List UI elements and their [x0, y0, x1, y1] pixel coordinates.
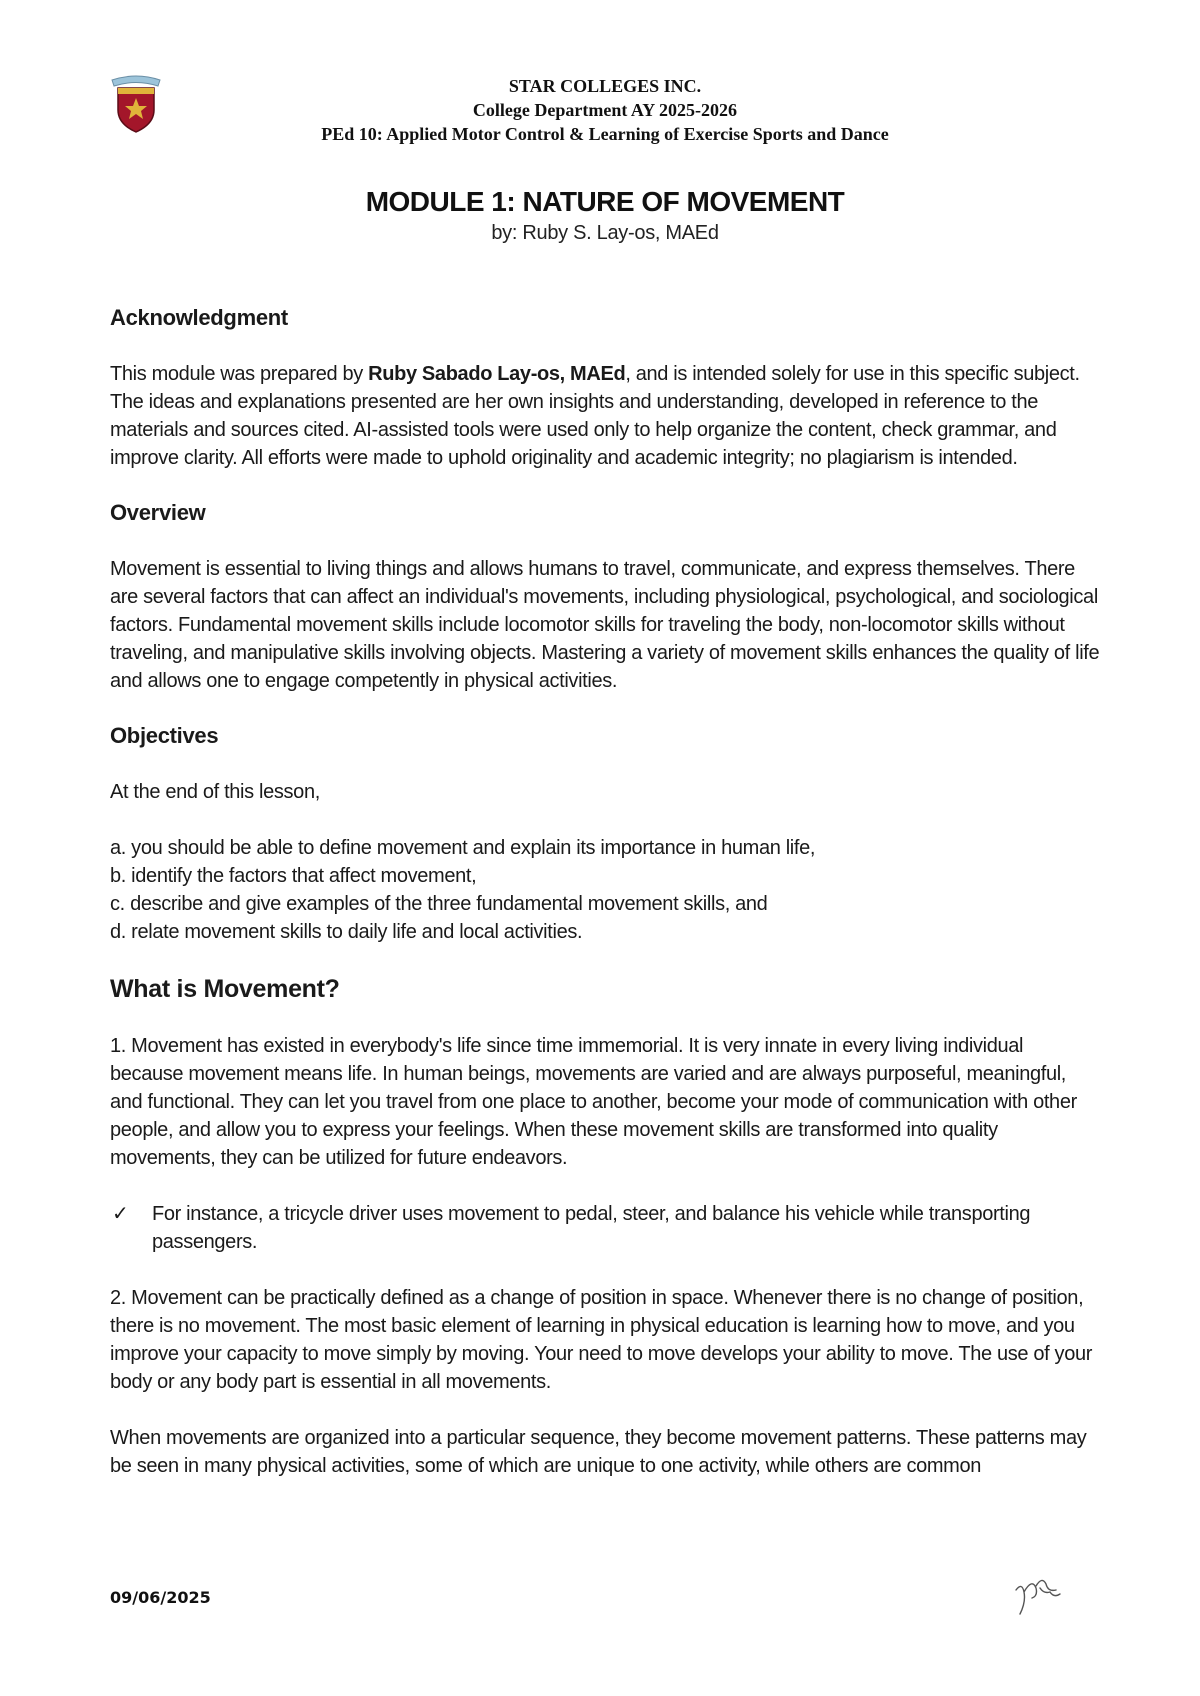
objective-item-d: d. relate movement skills to daily life and local activities. — [110, 921, 583, 943]
acknowledgment-paragraph — [110, 360, 1100, 472]
objective-item-a: a. you should be able to define movement and explain its importance in human life, — [110, 837, 816, 859]
movement-paragraph-3: When movements are organized into a particular sequence, they become movement patterns. These patterns may be seen in many physical activities, some of which are unique to one activity, while others are common — [110, 1427, 1087, 1477]
overview-paragraph: Movement is essential to living things and allows humans to travel, communicate, and express themselves. There are several factors that can affect an individual's movements, including physiological, psychological, and sociological factors. Fundamental movement skills include locomotor skills for traveling the body, non-locomotor skills without traveling, and manipulative skills involving objects. Mastering a variety of movement skills enhances the quality of life and allows one to engage competently in physical activities. — [110, 558, 1100, 692]
objectives-intro: At the end of this lesson, — [110, 781, 320, 803]
objectives-heading: Objectives — [110, 723, 219, 748]
ack-text-before: This module was prepared by — [110, 363, 369, 385]
ack-author-name: Ruby Sabado Lay-os, MAEd — [368, 363, 626, 385]
signature-mark — [1010, 1568, 1066, 1624]
movement-paragraph-1: 1. Movement has existed in everybody's life since time immemorial. It is very innate in every living individual because movement means life. In human beings, movements are varied and are always purposeful, meaningful, and functional. They can let you travel from one place to another, become your mode of communication with other people, and allow you to express your feelings. When these movement skills are transformed into quality movements, they can be utilized for future endeavors. — [110, 1035, 1077, 1169]
checklist-item-text: For instance, a tricycle driver uses movement to pedal, steer, and balance his vehicle while transporting passengers. — [152, 1203, 1031, 1253]
ack-text-after: , and is intended solely for use in this specific subject. The ideas and explanations presented are her own insights and understanding, developed in reference to the materials and sources cited. AI-assisted tools were used only to help organize the content, check grammar, and improve clarity. All efforts were made to uphold originality and academic integrity; no plagiarism is intended. — [110, 363, 1080, 469]
department-line: College Department AY 2025-2026 — [472, 100, 738, 120]
module-byline: by: Ruby S. Lay-os, MAEd — [491, 222, 719, 244]
movement-paragraph-2: 2. Movement can be practically defined as a change of position in space. Whenever there is no change of position, there is no movement. The most basic element of learning in physical education is learning how to move, and you improve your capacity to move simply by moving. Your need to move develops your ability to move. The use of your body or any body part is essential in all movements. — [110, 1287, 1093, 1393]
checkmark-icon: ✓ — [112, 1203, 129, 1225]
document-header — [0, 74, 1200, 146]
what-is-movement-heading: What is Movement? — [110, 975, 340, 1003]
footer-date: 09/06/2025 — [110, 1588, 211, 1607]
checklist-item — [110, 1200, 1100, 1256]
objective-item-c: c. describe and give examples of the three fundamental movement skills, and — [110, 893, 768, 915]
course-title: PEd 10: Applied Motor Control & Learning of Exercise Sports and Dance — [321, 124, 889, 144]
overview-heading: Overview — [110, 500, 206, 525]
org-name: STAR COLLEGES INC. — [508, 76, 702, 96]
objective-item-b: b. identify the factors that affect movement, — [110, 865, 477, 887]
module-title: MODULE 1: NATURE OF MOVEMENT — [365, 186, 845, 217]
document-body — [110, 304, 1100, 1480]
acknowledgment-heading: Acknowledgment — [110, 305, 288, 330]
